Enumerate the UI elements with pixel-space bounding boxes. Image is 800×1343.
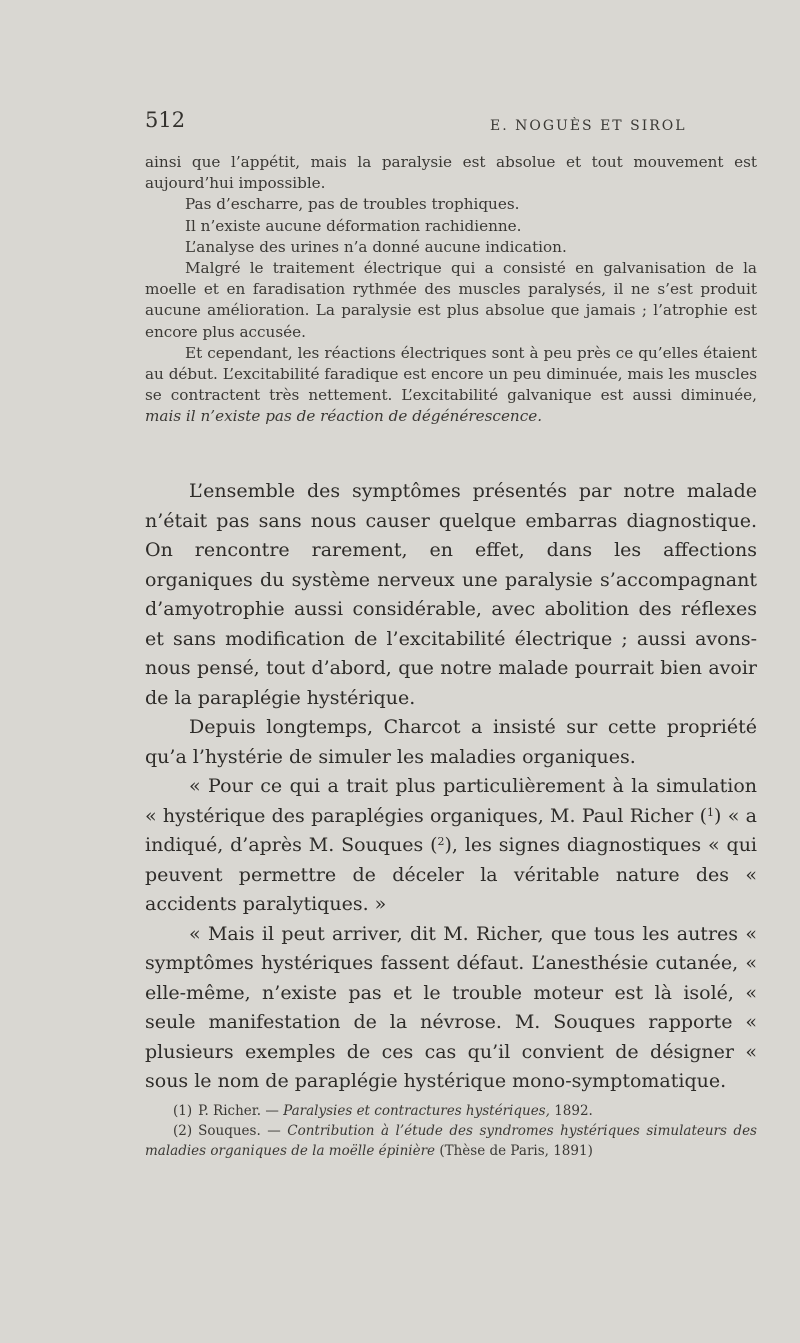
footnote-rest: 1892. <box>554 1103 593 1119</box>
case-notes <box>145 152 757 428</box>
discussion <box>145 477 757 1097</box>
footnote <box>145 1101 757 1121</box>
footnote-author: P. Richer. — <box>198 1103 279 1119</box>
quote-text: ), les signes diagnostiques « qui peuvent permettre de déceler la véritable nature des « accidents paralytiques. » <box>145 834 758 915</box>
paragraph <box>145 343 757 428</box>
footnote-rest: (Thèse de Paris, 1891) <box>439 1143 593 1159</box>
footnote-number: (2) <box>173 1123 193 1139</box>
footnote-ref: 2 <box>437 835 445 848</box>
footnote-title: Contribution à l’étude des syndromes hystériques simulateurs des maladies organiques de la moëlle épinière <box>145 1123 757 1159</box>
paragraph: Il n’existe aucune déformation rachidienne. <box>185 216 522 235</box>
paragraph: ainsi que l’appétit, mais la paralysie est absolue et tout mouvement est aujourd’hui impossible. <box>145 153 757 193</box>
footnote-ref: 1 <box>707 805 715 819</box>
quote-text: ) « a indiqué, d’après M. Souques ( <box>145 804 757 856</box>
quote-text: « hystérique des paraplégies organiques, M. Paul Richer ( <box>145 804 708 827</box>
quote-text: « Pour ce qui a trait plus particulièrement à la simulation <box>189 775 757 797</box>
footnote-author: Souques. — <box>198 1123 281 1139</box>
paragraph: Malgré le traitement électrique qui a consisté en galvanisation de la moelle et en faradisation rythmée des muscles paralysés, il ne s’est produit aucune amélioration. La paralysie est plus absolue que jamais ; l’atrophie est encore plus accusée. <box>145 259 757 341</box>
paragraph-text: Et cependant, les réactions électriques sont à peu près ce qu’elles étaient au début. L’excitabilité faradique est encore un peu diminuée, mais les muscles se contractent très nettement. L’excitabilité galvanique est aussi diminuée, <box>145 343 757 405</box>
running-head: E. NOGUÈS ET SIROL <box>490 118 687 134</box>
paragraph: Pas d’escharre, pas de troubles trophiques. <box>185 195 520 214</box>
paragraph: L’ensemble des symptômes présentés par notre malade n’était pas sans nous causer quelque embarras diagnostique. On rencontre rarement, en effet, dans les affections organiques du système nerveux une paralysie s’accompagnant d’amyotrophie aussi considérable, avec abolition des réflexes et sans modification de l’excitabilité électrique ; aussi avons-nous pensé, tout d’abord, que notre malade pourrait bien avoir de la paraplégie hystérique. <box>145 480 757 709</box>
paragraph: L’analyse des urines n’a donné aucune indication. <box>185 237 567 256</box>
page-number: 512 <box>145 108 186 132</box>
page-header <box>145 108 755 138</box>
footnotes <box>145 1101 757 1161</box>
italic-emphasis: mais il n’existe pas de réaction de dégénérescence. <box>145 407 543 426</box>
footnote-number: (1) <box>173 1103 193 1119</box>
paragraph: Depuis longtemps, Charcot a insisté sur cette propriété qu’a l’hystérie de simuler les maladies organiques. <box>145 716 757 768</box>
quote-paragraph <box>145 772 757 920</box>
footnote <box>145 1121 757 1161</box>
footnote-title: Paralysies et contractures hystériques, <box>283 1103 550 1119</box>
quote-paragraph: « Mais il peut arriver, dit M. Richer, que tous les autres « symptômes hystériques fassent défaut. L’anesthésie cutanée, « elle-même, n’existe pas et le trouble moteur est là isolé, « seule manifestation de la névrose. M. Souques rapporte « plusieurs exemples de ces cas qu’il convient de désigner « sous le nom de paraplégie hystérique mono-symptomatique. <box>145 922 757 1092</box>
